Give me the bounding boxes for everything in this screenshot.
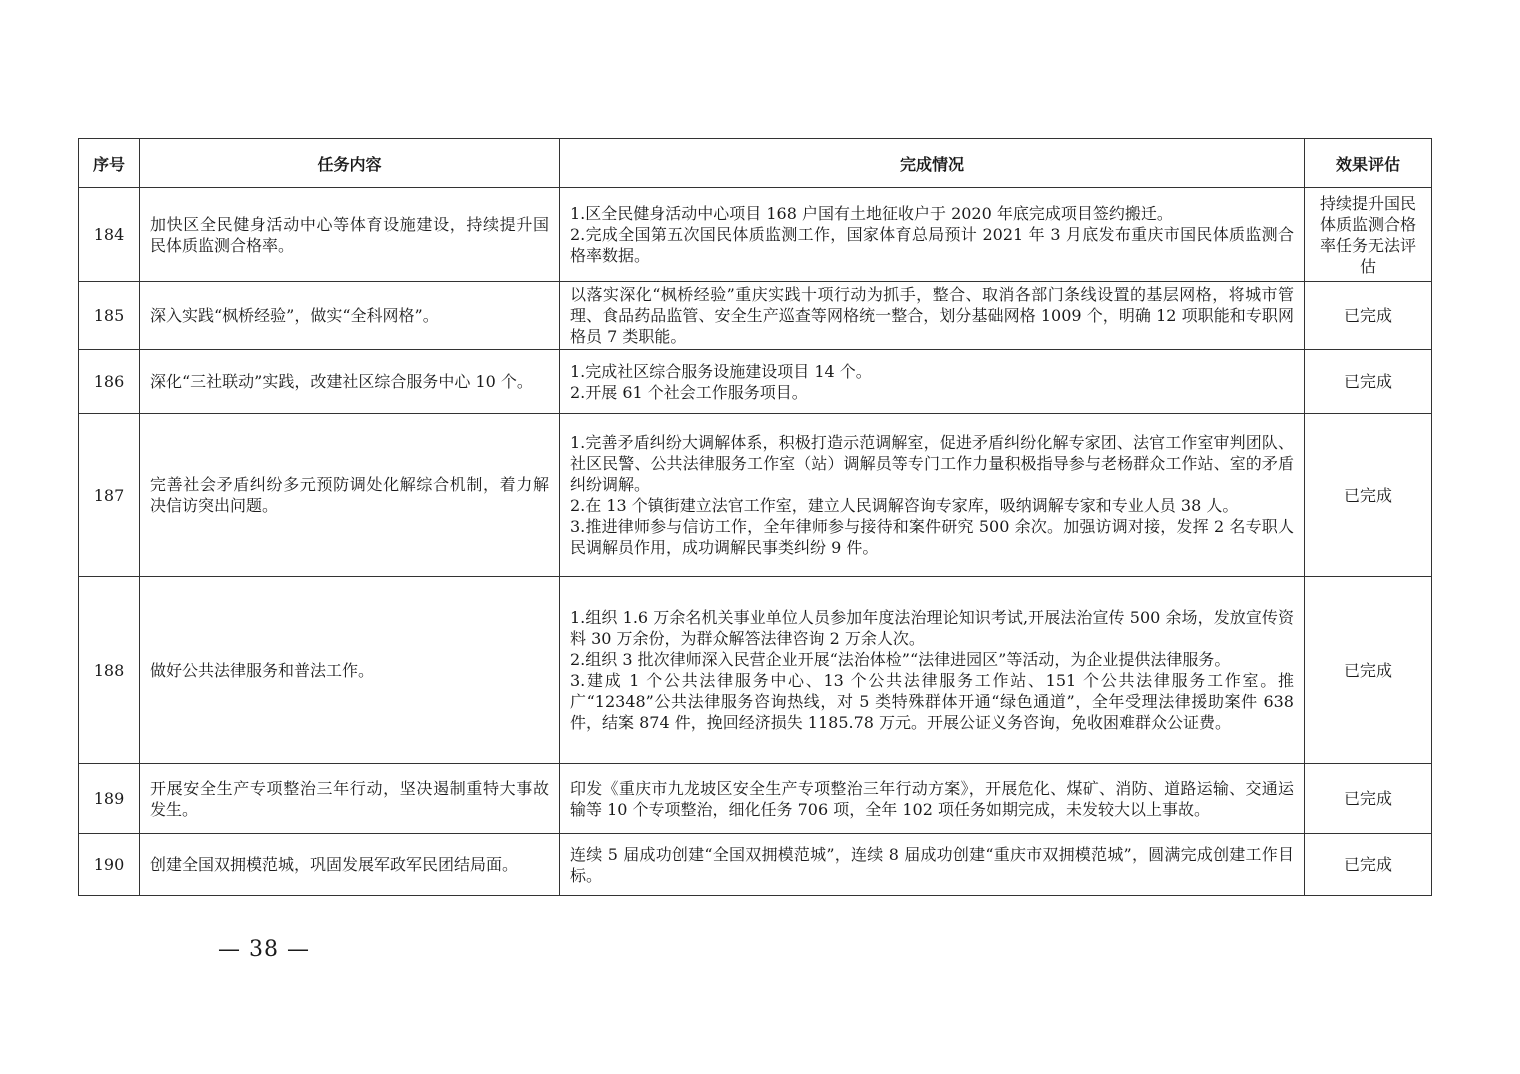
result-line: 3.推进律师参与信访工作，全年律师参与接待和案件研究 500 余次。加强访调对接，发挥 2 名专职人民调解员作用，成功调解民事类纠纷 9 件。 [570, 517, 1294, 557]
row-number: 190 [79, 834, 140, 896]
evaluation-cell: 已完成 [1305, 414, 1432, 577]
result-line: 连续 5 届成功创建“全国双拥模范城”，连续 8 届成功创建“重庆市双拥模范城”，圆满完成创建工作目标。 [570, 844, 1294, 885]
result-line: 2.在 13 个镇街建立法官工作室，建立人民调解咨询专家库，吸纳调解专家和专业人员 38 人。 [570, 496, 1239, 515]
result-cell [560, 282, 1305, 350]
page-number: — 38 — [218, 937, 310, 962]
table-header-row [79, 139, 1432, 188]
result-line: 2.开展 61 个社会工作服务项目。 [570, 382, 808, 402]
row-number: 189 [79, 764, 140, 834]
table-row [79, 414, 1432, 577]
table-row [79, 834, 1432, 896]
result-line: 1.组织 1.6 万余名机关事业单位人员参加年度法治理论知识考试,开展法治宣传 500 余场，发放宣传资料 30 万余份，为群众解答法律咨询 2 万余人次。 [570, 608, 1294, 648]
table-row [79, 577, 1432, 764]
header-task: 任务内容 [140, 139, 560, 188]
task-table [78, 138, 1432, 896]
task-cell: 创建全国双拥模范城，巩固发展军政军民团结局面。 [140, 834, 560, 896]
row-number: 187 [79, 414, 140, 577]
header-evaluation: 效果评估 [1305, 139, 1432, 188]
task-cell: 深入实践“枫桥经验”，做实“全科网格”。 [140, 282, 560, 350]
result-line: 1.完善矛盾纠纷大调解体系，积极打造示范调解室，促进矛盾纠纷化解专家团、法官工作室审判团队、社区民警、公共法律服务工作室（站）调解员等专门工作力量积极指导参与老杨群众工作站、室的矛盾纠纷调解。 [570, 433, 1294, 494]
result-cell [560, 414, 1305, 577]
result-line: 3.建成 1 个公共法律服务中心、13 个公共法律服务工作站、151 个公共法律服务工作室。推广“12348”公共法律服务咨询热线，对 5 类特殊群体开通“绿色通道”，全年受理法律援助案件 638 件，结案 874 件，挽回经济损失 1185.78 万元。开展公证义务咨询，免收困难群众公证费。 [570, 671, 1294, 732]
row-number: 188 [79, 577, 140, 764]
table-row [79, 282, 1432, 350]
evaluation-cell: 已完成 [1305, 577, 1432, 764]
evaluation-cell: 持续提升国民体质监测合格率任务无法评估 [1305, 188, 1432, 282]
result-line: 1.区全民健身活动中心项目 168 户国有土地征收户于 2020 年底完成项目签约搬迁。 [570, 204, 1173, 223]
task-cell: 开展安全生产专项整治三年行动，坚决遏制重特大事故发生。 [140, 764, 560, 834]
result-line: 印发《重庆市九龙坡区安全生产专项整治三年行动方案》，开展危化、煤矿、消防、道路运输、交通运输等 10 个专项整治，细化任务 706 项，全年 102 项任务如期完成，未发较大以上事故。 [570, 778, 1294, 819]
header-result: 完成情况 [560, 139, 1305, 188]
result-cell [560, 834, 1305, 896]
table-row [79, 350, 1432, 414]
task-cell: 完善社会矛盾纠纷多元预防调处化解综合机制，着力解决信访突出问题。 [140, 414, 560, 577]
task-cell: 加快区全民健身活动中心等体育设施建设，持续提升国民体质监测合格率。 [140, 188, 560, 282]
result-line: 2.组织 3 批次律师深入民营企业开展“法治体检”“法律进园区”等活动，为企业提供法律服务。 [570, 650, 1231, 669]
task-cell: 深化“三社联动”实践，改建社区综合服务中心 10 个。 [140, 350, 560, 414]
evaluation-cell: 已完成 [1305, 834, 1432, 896]
result-line: 以落实深化“枫桥经验”重庆实践十项行动为抓手，整合、取消各部门条线设置的基层网格，将城市管理、食品药品监管、安全生产巡查等网格统一整合，划分基础网格 1009 个，明确 12 项职能和专职网格员 7 类职能。 [570, 285, 1294, 346]
result-line: 2.完成全国第五次国民体质监测工作，国家体育总局预计 2021 年 3 月底发布重庆市国民体质监测合格率数据。 [570, 225, 1294, 265]
evaluation-cell: 已完成 [1305, 350, 1432, 414]
task-cell: 做好公共法律服务和普法工作。 [140, 577, 560, 764]
result-cell [560, 577, 1305, 764]
result-cell [560, 188, 1305, 282]
header-no: 序号 [79, 139, 140, 188]
table-row [79, 764, 1432, 834]
row-number: 186 [79, 350, 140, 414]
evaluation-cell: 已完成 [1305, 764, 1432, 834]
result-line: 1.完成社区综合服务设施建设项目 14 个。 [570, 361, 872, 381]
table-row [79, 188, 1432, 282]
result-cell [560, 350, 1305, 414]
row-number: 184 [79, 188, 140, 282]
evaluation-cell: 已完成 [1305, 282, 1432, 350]
result-cell [560, 764, 1305, 834]
row-number: 185 [79, 282, 140, 350]
